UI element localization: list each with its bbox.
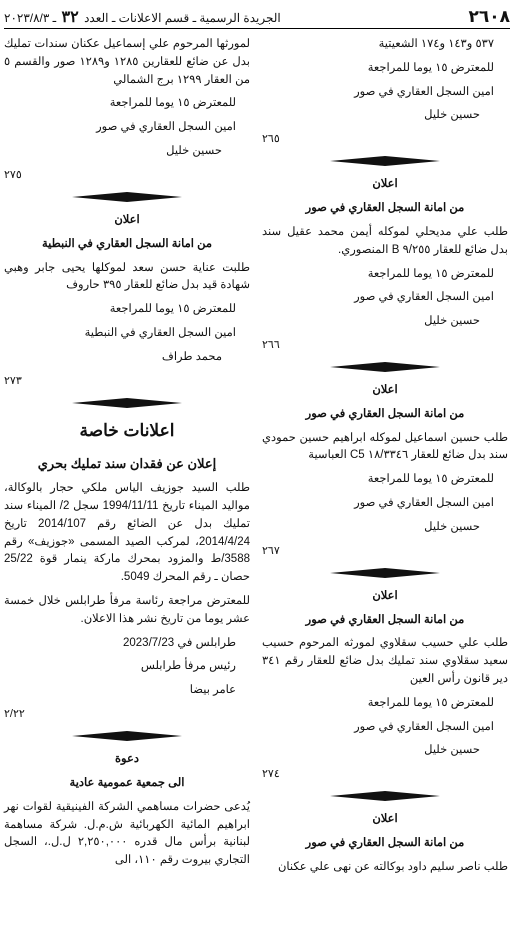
issue-number: ٣٢ — [61, 9, 79, 26]
text-line: للمعترض ١٥ يوما للمراجعة — [109, 97, 236, 110]
notice-number: ٢٦٦ — [262, 338, 280, 351]
ornament-divider — [262, 360, 508, 374]
notice-body: للمعترض مراجعة رئاسة مرفأ طرابلس خلال خمسة عشر يوما من تاريخ نشر هذا الاعلان. — [4, 595, 250, 625]
text-line: ٥٣٧ و١٤٣ و١٧٤ الشعيتية — [378, 38, 494, 50]
notice-title: من امانة السجل العقاري في صور — [305, 837, 465, 850]
notice-body: طلبت عناية حسن سعد لموكلها يحيى جابر وهبي شهادة قيد بدل ضائع للعقار ٣٩٥ حاروف — [4, 261, 250, 292]
text-line: امين السجل العقاري في النبطية — [84, 326, 236, 339]
signature-name: حسين خليل — [424, 109, 480, 122]
text-line: طرابلس في 2023/7/23 — [122, 636, 236, 649]
signature-name: حسين خليل — [424, 315, 480, 328]
notice-heading: اعلان — [114, 213, 140, 226]
notice-body: طلب ناصر سليم داود بوكالته عن نهى علي عكنان — [277, 860, 508, 873]
section-heading: اعلانات خاصة — [79, 420, 175, 440]
text-line: للمعترض ١٥ يوما للمراجعة — [109, 303, 236, 316]
right-column — [262, 36, 508, 883]
ornament-divider — [4, 190, 250, 204]
issue-date: ـ ٢٠٢٣/٨/٣ — [4, 11, 57, 25]
text-line: رئيس مرفأ طرابلس — [140, 660, 236, 673]
text-line: امين السجل العقاري في صور — [96, 121, 236, 134]
ornament-divider — [4, 396, 250, 410]
left-column — [4, 36, 250, 876]
notice-number: ٢٧٤ — [262, 768, 280, 781]
text-line: امين السجل العقاري في صور — [354, 291, 494, 304]
signature-name: حسين خليل — [166, 145, 222, 158]
notice-title: إعلان عن فقدان سند تمليك بحري — [37, 456, 217, 471]
notice-body: طلب السيد جوزيف الياس ملكي حجار بالوكالة، مواليد الميناء تاريخ 1994/11/11 سجل 2/ الميناء سند تمليك بدل عن الضائع رقم 2014/107 تاريخ 2014/4/24، لمركب الصيد المسمى «جوزيف» رقم 3588/ط والمزود بمحرك ماركة ينمار قوة 25/22 حصان ـ رقم المحرك 5049. — [4, 482, 250, 584]
ornament-divider — [4, 729, 250, 743]
notice-number: ٢/٢٢ — [4, 708, 25, 721]
text-line: للمعترض ١٥ يوما للمراجعة — [367, 696, 494, 709]
notice-heading: دعوة — [115, 753, 139, 766]
signature-name: محمد طراف — [161, 350, 222, 363]
notice-title: من امانة السجل العقاري في صور — [305, 613, 465, 626]
text-line: للمعترض ١٥ يوما للمراجعة — [367, 267, 494, 280]
notice-body: يُدعى حضرات مساهمي الشركة الفينيقية لقوات نهر ابراهيم المائية الكهربائية ش.م.ل. شركة مساهمة لبنانية برأس مال قدره ٢,٢٥٠,٠٠٠ ل.ل.، السجل التجاري بيروت رقم ١١٠، الى — [4, 800, 250, 867]
signature-name: حسين خليل — [424, 520, 480, 533]
text-line: امين السجل العقاري في صور — [354, 85, 494, 98]
text-line: امين السجل العقاري في صور — [354, 497, 494, 510]
notice-number: ٢٧٥ — [4, 168, 22, 181]
notice-number: ٢٦٧ — [262, 544, 280, 557]
notice-title: من امانة السجل العقاري في صور — [305, 202, 465, 215]
ornament-divider — [262, 789, 508, 803]
notice-heading: اعلان — [372, 384, 398, 397]
text-line: للمعترض ١٥ يوما للمراجعة — [367, 473, 494, 486]
notice-body: طلب حسين اسماعيل لموكله ابراهيم حسين حمودي سند بدل ضائع للعقار ١٨/٣٣٤٦ C5 العباسية — [262, 431, 508, 462]
notice-title: الى جمعية عمومية عادية — [69, 776, 185, 789]
header-title — [4, 7, 281, 27]
notice-title: من امانة السجل العقاري في النبطية — [41, 237, 213, 250]
notice-heading: اعلان — [372, 589, 398, 602]
notice-number: ٢٦٥ — [262, 133, 280, 146]
notice-body: لمورثها المرحوم علي إسماعيل عكنان سندات تمليك بدل عن ضائع للعقارين ١٢٨٥ و١٢٨٩ صور والقسم ٥ من العقار ١٢٩٩ برج الشمالي — [4, 38, 251, 86]
signature-name: عامر بيضا — [189, 684, 236, 697]
notice-heading: اعلان — [372, 178, 398, 191]
page-number: ٢٦٠٨ — [468, 7, 510, 27]
text-line: للمعترض ١٥ يوما للمراجعة — [367, 61, 494, 74]
page-header — [4, 6, 510, 29]
notice-title: من امانة السجل العقاري في صور — [305, 407, 465, 420]
ornament-divider — [262, 154, 508, 168]
ornament-divider — [262, 566, 508, 580]
notice-body: طلب علي حسيب سقلاوي لمورثه المرحوم حسيب سعيد سقلاوي سند تمليك بدل ضائع للعقار رقم ٣٤١ دير قانون رأس العين — [262, 637, 508, 686]
header-gazette-title: الجريدة الرسمية ـ قسم الاعلانات ـ العدد — [84, 11, 281, 25]
signature-name: حسين خليل — [424, 744, 480, 757]
notice-body: طلب علي مديحلي لموكله أيمن محمد عقيل سند بدل ضائع للعقار ٩/٢٥٥ B المنصوري. — [262, 225, 508, 256]
text-line: امين السجل العقاري في صور — [354, 720, 494, 733]
notice-heading: اعلان — [372, 813, 398, 826]
notice-number: ٢٧٣ — [4, 374, 22, 387]
